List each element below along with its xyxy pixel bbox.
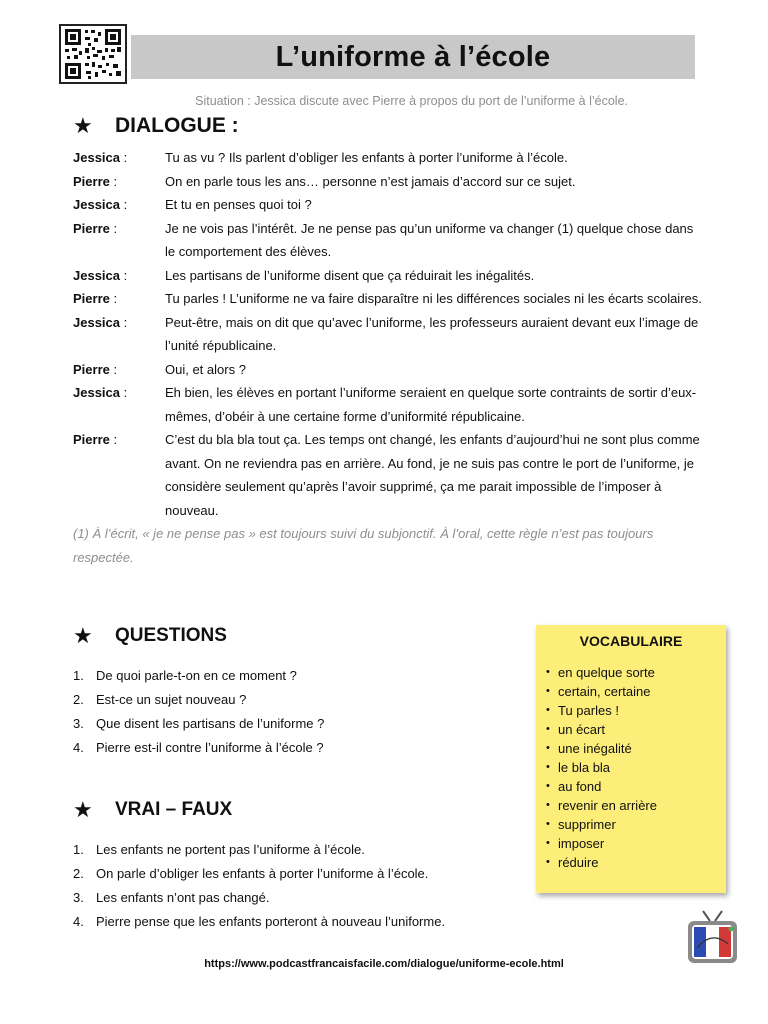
item-text: De quoi parle-t-on en ce moment ? [96, 668, 297, 683]
dialogue-text: Je ne vois pas l’intérêt. Je ne pense pas qu’un uniforme va changer (1) quelque chose dans le comportement des élèves. [165, 220, 694, 259]
speaker-name: Jessica [73, 267, 120, 283]
vocabulary-item [546, 796, 716, 815]
vocabulary-heading: VOCABULAIRE [579, 633, 683, 649]
vocabulary-term: réduire [558, 855, 599, 870]
list-item [73, 688, 493, 712]
item-number: 3. [73, 716, 84, 731]
speaker-name: Pierre [73, 220, 110, 236]
dialogue-text: Et tu en penses quoi toi ? [165, 197, 312, 212]
list-item [73, 664, 493, 688]
vocabulary-term: Tu parles ! [558, 703, 619, 718]
item-text: On parle d’obliger les enfants à porter l’uniforme à l’école. [96, 866, 429, 881]
dialogue-line: Pierre : Tu parles ! L’uniforme ne va faire disparaître ni les différences sociales ni les écarts scolaires. [73, 287, 703, 311]
vocabulary-term: le bla bla [558, 760, 611, 775]
dialogue-line: Jessica : Les partisans de l’uniforme disent que ça réduirait les inégalités. [73, 264, 703, 288]
speaker-name: Pierre [73, 173, 110, 189]
item-text: Pierre pense que les enfants porteront à nouveau l’uniforme. [96, 914, 446, 929]
star-icon: ★ [73, 797, 93, 822]
speaker-name: Jessica [73, 150, 120, 165]
questions-list [73, 664, 493, 760]
vocabulary-item [546, 815, 716, 834]
bullet-icon: • [546, 818, 550, 830]
list-item [73, 838, 493, 862]
dialogue-heading [73, 113, 239, 139]
item-text: Les enfants ne portent pas l’uniforme à l’école. [96, 842, 365, 857]
vocabulary-term: en quelque sorte [558, 665, 655, 680]
speaker-name: Pierre [73, 291, 110, 306]
title-banner [131, 35, 695, 79]
vocabulary-term: imposer [558, 836, 605, 851]
vocabulary-term: au fond [558, 779, 602, 794]
dialogue-text: Les partisans de l’uniforme disent que ça réduirait les inégalités. [165, 267, 535, 283]
vocabulary-item [546, 777, 716, 796]
dialogue-text: Tu as vu ? Ils parlent d’obliger les enfants à porter l’uniforme à l’école. [165, 150, 568, 165]
star-icon: ★ [73, 113, 93, 138]
bullet-icon: • [546, 685, 550, 697]
situation-text: Situation : Jessica discute avec Pierre à propos du port de l’uniforme à l’école. [195, 94, 628, 108]
bullet-icon: • [546, 780, 550, 792]
item-number: 2. [73, 692, 84, 707]
item-text: Est-ce un sujet nouveau ? [96, 692, 247, 707]
speaker-name: Pierre [73, 361, 110, 377]
vocabulary-term: un écart [558, 722, 605, 737]
dialogue-text: On en parle tous les ans… personne n’est jamais d’accord sur ce sujet. [165, 173, 576, 189]
speaker-name: Pierre [73, 432, 110, 447]
item-number: 4. [73, 740, 84, 755]
dialogue-line: Jessica : Et tu en penses quoi toi ? [73, 193, 703, 217]
footnote: (1) À l’écrit, « je ne pense pas » est toujours suivi du subjonctif. À l’oral, cette règle n’est pas toujours respectée. [73, 526, 654, 565]
questions-heading [73, 623, 227, 649]
qr-code-icon [59, 24, 127, 84]
vrai-faux-list [73, 838, 493, 934]
dialogue-block [73, 146, 703, 569]
dialogue-line: Jessica : Tu as vu ? Ils parlent d’obliger les enfants à porter l’uniforme à l’école. [73, 146, 703, 170]
vocabulary-term: revenir en arrière [558, 798, 657, 813]
item-number: 3. [73, 890, 84, 905]
questions-heading-label: QUESTIONS [115, 625, 227, 646]
speaker-name: Jessica [73, 314, 120, 330]
item-text: Que disent les partisans de l’uniforme ? [96, 716, 325, 731]
vocabulary-item [546, 739, 716, 758]
vocabulary-item [546, 758, 716, 777]
vocabulary-list [546, 663, 716, 872]
star-icon: ★ [73, 623, 93, 648]
dialogue-text: Oui, et alors ? [165, 361, 246, 377]
bullet-icon: • [546, 704, 550, 716]
vocabulary-box [536, 625, 726, 893]
vrai-faux-heading-label: VRAI – FAUX [115, 799, 233, 820]
item-text: Pierre est-il contre l’uniforme à l’école ? [96, 740, 324, 755]
item-number: 1. [73, 842, 84, 857]
list-item [73, 886, 493, 910]
vocabulary-item [546, 682, 716, 701]
vocabulary-item [546, 720, 716, 739]
dialogue-line: Pierre : Oui, et alors ? [73, 358, 703, 382]
dialogue-text: C’est du bla bla tout ça. Les temps ont changé, les enfants d’aujourd’hui ne sont plus comme avant. On ne reviendra pas en arrière. Au fond, je ne suis pas contre le port de l’uniforme, je considère seulement qu’après l’avoir supprimé, ça me parait impossible de l’imposer à nouveau. [165, 432, 700, 518]
bullet-icon: • [546, 837, 550, 849]
vocabulary-term: une inégalité [558, 741, 632, 756]
dialogue-line: Jessica : Peut-être, mais on dit que qu’avec l’uniforme, les professeurs auraient devant eux l’image de l’unité républicaine. [73, 311, 703, 358]
dialogue-text: Tu parles ! L’uniforme ne va faire disparaître ni les différences sociales ni les écarts scolaires. [165, 291, 702, 306]
bullet-icon: • [546, 742, 550, 754]
bullet-icon: • [546, 666, 550, 678]
bullet-icon: • [546, 799, 550, 811]
item-text: Les enfants n’ont pas changé. [96, 890, 270, 905]
dialogue-line: Pierre : On en parle tous les ans… personne n’est jamais d’accord sur ce sujet. [73, 170, 703, 194]
list-item [73, 910, 493, 934]
vocabulary-item [546, 663, 716, 682]
item-number: 1. [73, 668, 84, 683]
dialogue-text: Eh bien, les élèves en portant l’uniforme seraient en quelque sorte contraints de sortir d’eux-mêmes, d’obéir à une certaine forme d’uniformité républicaine. [165, 385, 697, 424]
speaker-name: Jessica [73, 197, 120, 212]
dialogue-line: Jessica : Eh bien, les élèves en portant l’uniforme seraient en quelque sorte contraints de sortir d’eux-mêmes, d’obéir à une certaine forme d’uniformité républicaine. [73, 381, 703, 428]
list-item [73, 712, 493, 736]
footer-url-link[interactable]: https://www.podcastfrancaisfacile.com/dialogue/uniforme-ecole.html [204, 958, 564, 970]
vocabulary-item [546, 701, 716, 720]
dialogue-line: Pierre : C’est du bla bla tout ça. Les temps ont changé, les enfants d’aujourd’hui ne sont plus comme avant. On ne reviendra pas en arrière. Au fond, je ne suis pas contre le port de l’uniforme, je considère seulement qu’après l’avoir supprimé, ça me parait impossible de l’imposer à nouveau. [73, 428, 703, 522]
item-number: 4. [73, 914, 84, 929]
item-number: 2. [73, 866, 84, 881]
vocabulary-term: certain, certaine [558, 684, 651, 699]
vocabulary-item [546, 834, 716, 853]
dialogue-text: Peut-être, mais on dit que qu’avec l’uniforme, les professeurs auraient devant eux l’image de l’unité républicaine. [165, 314, 699, 353]
vocabulary-term: supprimer [558, 817, 616, 832]
dialogue-line: Pierre : Je ne vois pas l’intérêt. Je ne pense pas qu’un uniforme va changer (1) quelque chose dans le comportement des élèves. [73, 217, 703, 264]
bullet-icon: • [546, 761, 550, 773]
dialogue-heading-label: DIALOGUE : [115, 114, 239, 137]
list-item [73, 736, 493, 760]
bullet-icon: • [546, 856, 550, 868]
list-item [73, 862, 493, 886]
vrai-faux-heading [73, 797, 232, 823]
bullet-icon: • [546, 723, 550, 735]
page-title: L’uniforme à l’école [275, 40, 551, 73]
vocabulary-item [546, 853, 716, 872]
speaker-name: Jessica [73, 385, 120, 400]
